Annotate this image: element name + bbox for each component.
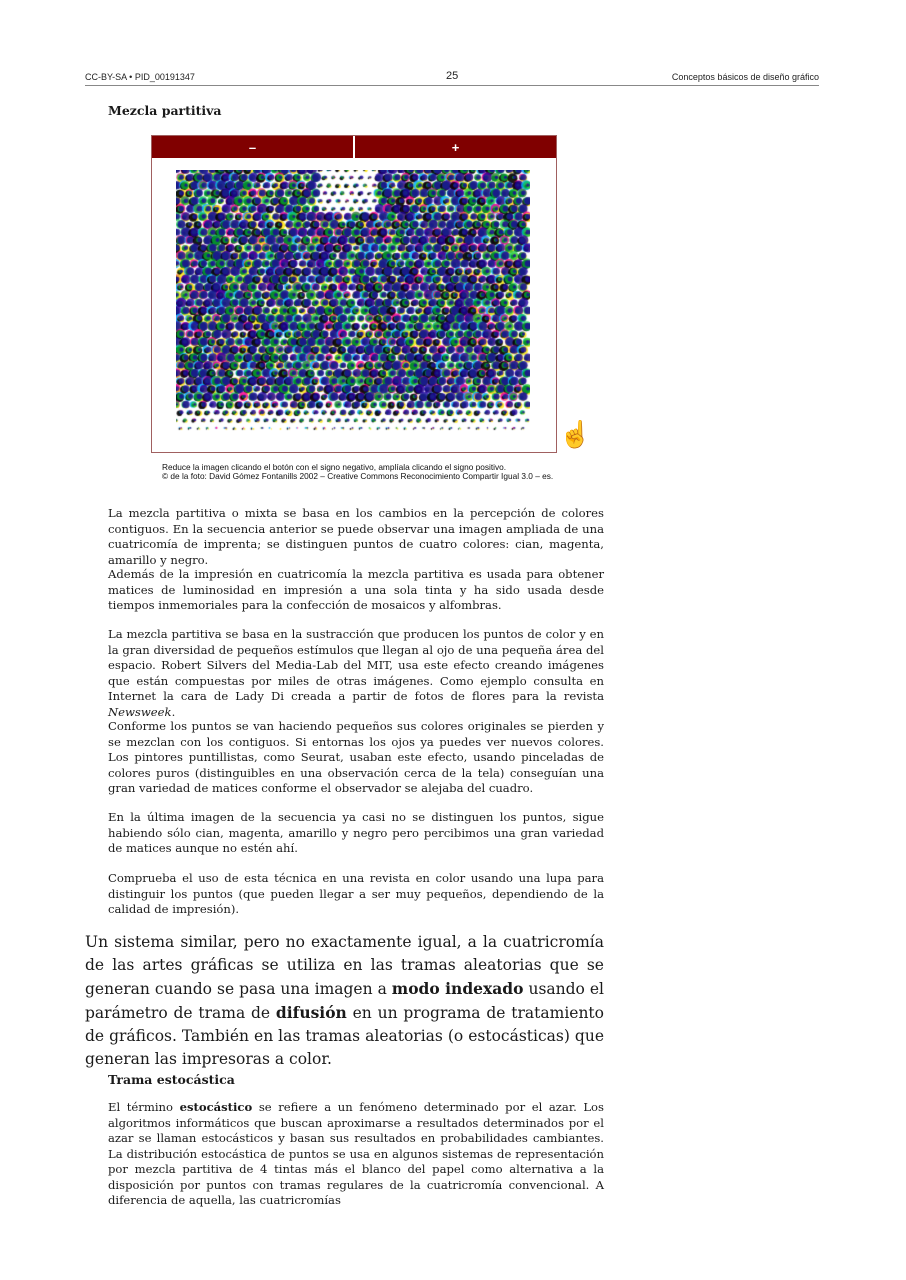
section-title-mezcla: Mezcla partitiva xyxy=(108,103,222,118)
paragraph: Conforme los puntos se van haciendo pequeños sus colores originales se pierden y se mezclan con los contiguos. Si entornas los ojos ya puedes ver nuevos colores. Los pintores puntillistas, como Seurat, usaban este efecto, usando pinceladas de colores puros (distinguibles en una observación cerca de la tela) conseguían una gran variedad de matices conforme el observador se alejaba del cuadro. xyxy=(108,719,604,795)
pointing-hand-icon: ☝ xyxy=(559,420,592,450)
paragraph: La mezcla partitiva se basa en la sustracción que producen los puntos de color y en la gran diversidad de pequeños estímulos que llegan al ojo de una pequeña área del espacio. Robert Silvers del Media-Lab del MIT, usa este efecto creando imágenes que están compuestas por miles de otras imágenes. Como ejemplo consulta en Internet la cara de Lady Di creada a partir de fotos de flores para la revista Newsweek. xyxy=(108,627,604,719)
term-modo-indexado: modo indexado xyxy=(391,979,524,998)
zoom-out-button[interactable]: – xyxy=(152,136,353,158)
magazine-name: Newsweek xyxy=(108,704,172,719)
term-difusion: difusión xyxy=(275,1003,347,1022)
text: usando el parámetro de trama de xyxy=(85,980,604,1022)
page-number: 25 xyxy=(446,70,459,82)
section-title-trama: Trama estocástica xyxy=(108,1072,235,1087)
paragraph: Además de la impresión en cuatricomía la mezcla partitiva es usada para obtener matices de luminosidad en impresión a una sola tinta y ha sido usada desde tiempos inmemoriales para la confección de mosaicos y alfombras. xyxy=(108,567,604,612)
figure-caption xyxy=(162,463,562,482)
halftone-image xyxy=(176,170,530,437)
paragraph: La mezcla partitiva o mixta se basa en los cambios en la percepción de colores contiguos. En la secuencia anterior se puede observar una imagen ampliada de una cuatricomía de imprenta; se distinguen puntos de cuatro colores: cian, magenta, amarillo y negro. xyxy=(108,506,604,567)
text: en un programa de tratamiento de gráficos. También en las tramas aleatorias (o estocásticas) que generan las impresoras a color. xyxy=(85,1004,604,1068)
header-rule xyxy=(85,85,819,86)
header-right: Conceptos básicos de diseño gráfico xyxy=(671,72,819,82)
text: se refiere a un fenómeno determinado por el azar. Los algoritmos informáticos que buscan aproximarse a resultados determinados por el azar se llaman estocásticos y basan sus resultados en probabilidades cambiantes. La distribución estocástica de puntos se usa en algunos sistemas de representación por mezcla partitiva de 4 tintas más el blanco del papel como alternativa a la disposición por puntos con tramas regulares de la cuatricromía convencional. A diferencia de aquella, las cuatricromías xyxy=(108,1100,604,1207)
paragraph: En la última imagen de la secuencia ya casi no se distinguen los puntos, sigue habiendo sólo cian, magenta, amarillo y negro pero percibimos una gran variedad de matices aunque no estén ahí. xyxy=(108,810,604,855)
paragraph: Comprueba el uso de esta técnica en una revista en color usando una lupa para distinguir los puntos (que pueden llegar a ser muy pequeños, dependiendo de la calidad de impresión). xyxy=(108,871,604,916)
header-left: CC-BY-SA • PID_00191347 xyxy=(85,72,195,82)
paragraph xyxy=(108,1100,604,1209)
term-estocastico: estocástico xyxy=(179,1100,253,1114)
paragraph-text: La mezcla partitiva se basa en la sustracción que producen los puntos de color y en la gran diversidad de pequeños estímulos que llegan al ojo de una pequeña área del espacio. Robert Silvers del Media-Lab del MIT, usa este efecto creando imágenes que están compuestas por miles de otras imágenes. Como ejemplo consulta en Internet la cara de Lady Di creada a partir de fotos de flores para la revista xyxy=(108,627,604,703)
body-paragraph xyxy=(85,931,604,1071)
zoom-in-button[interactable]: + xyxy=(353,136,556,158)
text: Un sistema similar, pero no exactamente igual, a la cuatricromía de las artes gráficas se utiliza en las tramas aleatorias que se generan cuando se pasa una imagen a xyxy=(85,933,604,998)
image-zoom-viewer xyxy=(151,135,557,453)
text: El término xyxy=(108,1100,180,1114)
caption-line: Reduce la imagen clicando el botón con el signo negativo, amplíala clicando el signo positivo. xyxy=(162,462,507,472)
caption-credit: © de la foto: David Gómez Fontanills 2002 – Creative Commons Reconocimiento Compartir Igual 3.0 – es. xyxy=(162,471,554,482)
